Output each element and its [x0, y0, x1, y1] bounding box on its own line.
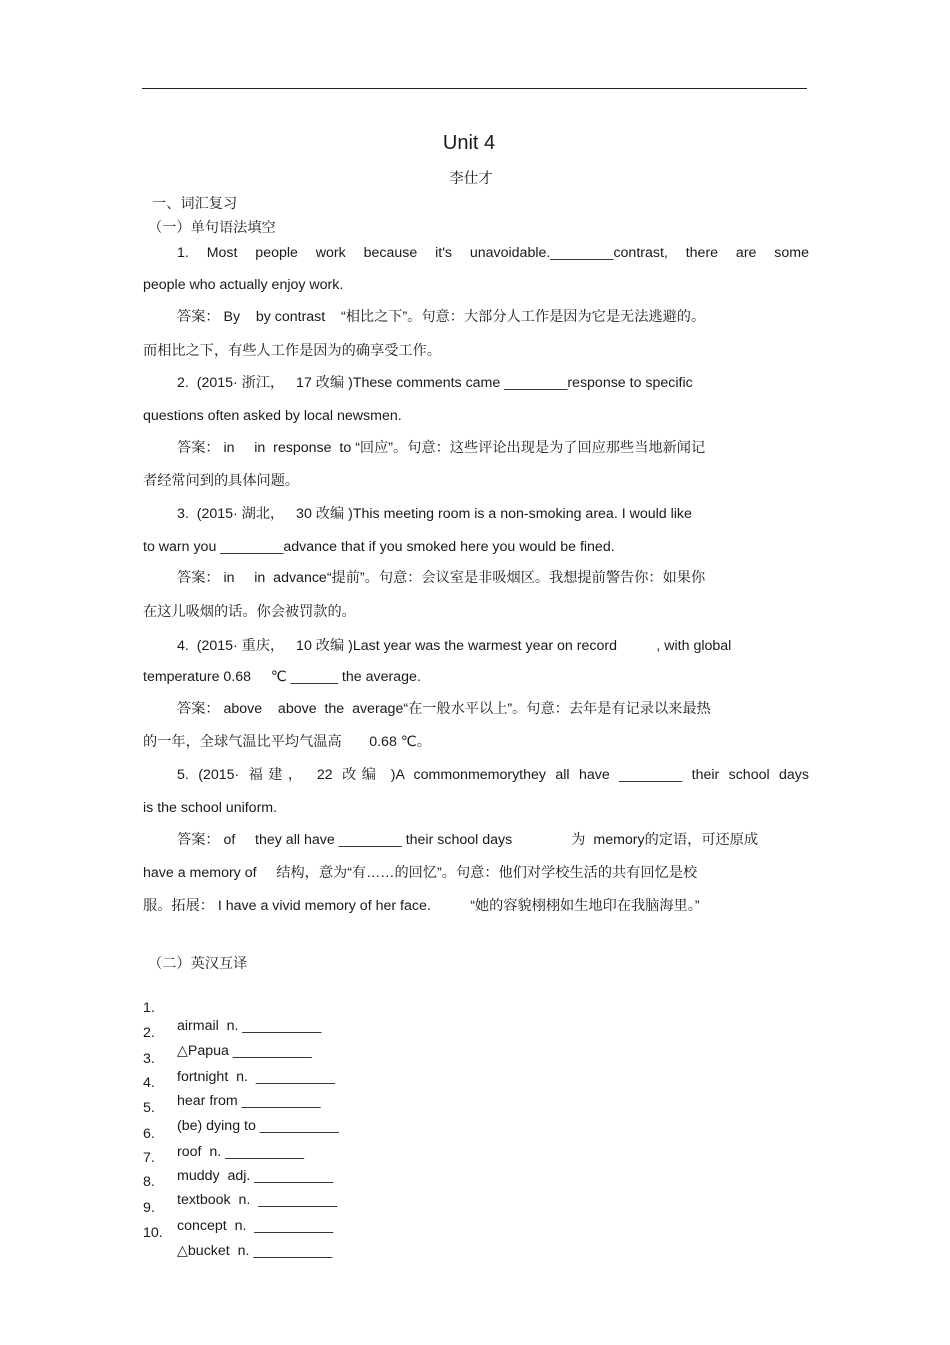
section-heading-vocab-review: 一、词汇复习: [152, 196, 238, 212]
answer-3-line-2: 在这儿吸烟的话。你会被罚款的。: [143, 604, 356, 620]
answer-3-line-1: 答案： in in advance“提前”。句意：会议室是非吸烟区。我想提前警告你：如果你: [177, 570, 706, 586]
answer-5-line-1: 答案： of they all have ________ their school days 为 memory的定语，可还原成: [177, 832, 759, 848]
author-name: 李仕才: [449, 171, 493, 187]
vocab-item-text: roof n. __________: [177, 1144, 305, 1160]
vocab-item-number: 6.: [143, 1126, 155, 1142]
vocab-item-text: △bucket n. __________: [177, 1243, 333, 1259]
header-rule: [142, 88, 807, 89]
vocab-item-number: 4.: [143, 1075, 155, 1091]
vocab-item-text: concept n. __________: [177, 1218, 334, 1234]
vocab-item-text: (be) dying to __________: [177, 1118, 339, 1134]
question-4-line-1: 4. (2015· 重庆， 10 改编 )Last year was the warmest year on record , with global: [177, 638, 732, 654]
vocab-item-number: 7.: [143, 1150, 155, 1166]
vocab-item-number: 9.: [143, 1200, 155, 1216]
answer-1-line-1: 答案： By by contrast “相比之下”。句意：大部分人工作是因为它是无法逃避的。: [177, 309, 706, 325]
vocab-item-text: △Papua __________: [177, 1043, 312, 1059]
subsection-heading-translation: （二）英汉互译: [148, 956, 248, 972]
question-4-line-2: temperature 0.68 ℃ ______ the average.: [143, 669, 421, 685]
vocab-item-text: textbook n. __________: [177, 1192, 338, 1208]
question-1-line-1: 1. Most people work because it's unavoidable.________contrast, there are some: [177, 245, 809, 261]
vocab-item-number: 2.: [143, 1025, 155, 1041]
vocab-item-text: hear from __________: [177, 1093, 321, 1109]
answer-5-line-3: 服。拓展： I have a vivid memory of her face. “她的容貌栩栩如生地印在我脑海里。”: [143, 898, 700, 914]
vocab-item-number: 5.: [143, 1100, 155, 1116]
vocab-item-text: airmail n. __________: [177, 1018, 322, 1034]
question-2-line-1: 2. (2015· 浙江， 17 改编 )These comments came ________response to specific: [177, 375, 693, 391]
question-3-line-2: to warn you ________advance that if you smoked here you would be fined.: [143, 539, 615, 555]
page-title: Unit 4: [442, 132, 496, 154]
answer-2-line-2: 者经常问到的具体问题。: [143, 473, 300, 489]
vocab-item-text: muddy adj. __________: [177, 1168, 334, 1184]
answer-4-line-1: 答案： above above the average“在一般水平以上”。句意：去年是有记录以来最热: [177, 701, 711, 717]
question-3-line-1: 3. (2015· 湖北， 30 改编 )This meeting room is a non-smoking area. I would like: [177, 506, 692, 522]
vocab-item-number: 1.: [143, 1000, 155, 1016]
subsection-heading-grammar-fill: （一）单句语法填空: [148, 220, 276, 236]
answer-5-line-2: have a memory of 结构，意为“有……的回忆”。句意：他们对学校生活的共有回忆是校: [143, 865, 698, 881]
question-5-line-2: is the school uniform.: [143, 800, 278, 816]
question-1-line-2: people who actually enjoy work.: [143, 277, 344, 293]
answer-1-line-2: 而相比之下，有些人工作是因为的确享受工作。: [143, 343, 441, 359]
question-5-line-1: 5. (2015· 福建， 22 改编 )A commonmemorythey all have ________ their school days: [177, 767, 809, 783]
answer-4-line-2: 的一年，全球气温比平均气温高 0.68 ℃。: [143, 734, 431, 750]
vocab-item-number: 8.: [143, 1174, 155, 1190]
vocab-item-number: 3.: [143, 1051, 155, 1067]
vocab-item-text: fortnight n. __________: [177, 1069, 335, 1085]
vocab-item-number: 10.: [143, 1225, 163, 1241]
question-2-line-2: questions often asked by local newsmen.: [143, 408, 402, 424]
answer-2-line-1: 答案： in in response to “回应”。句意：这些评论出现是为了回应那些当地新闻记: [177, 440, 706, 456]
